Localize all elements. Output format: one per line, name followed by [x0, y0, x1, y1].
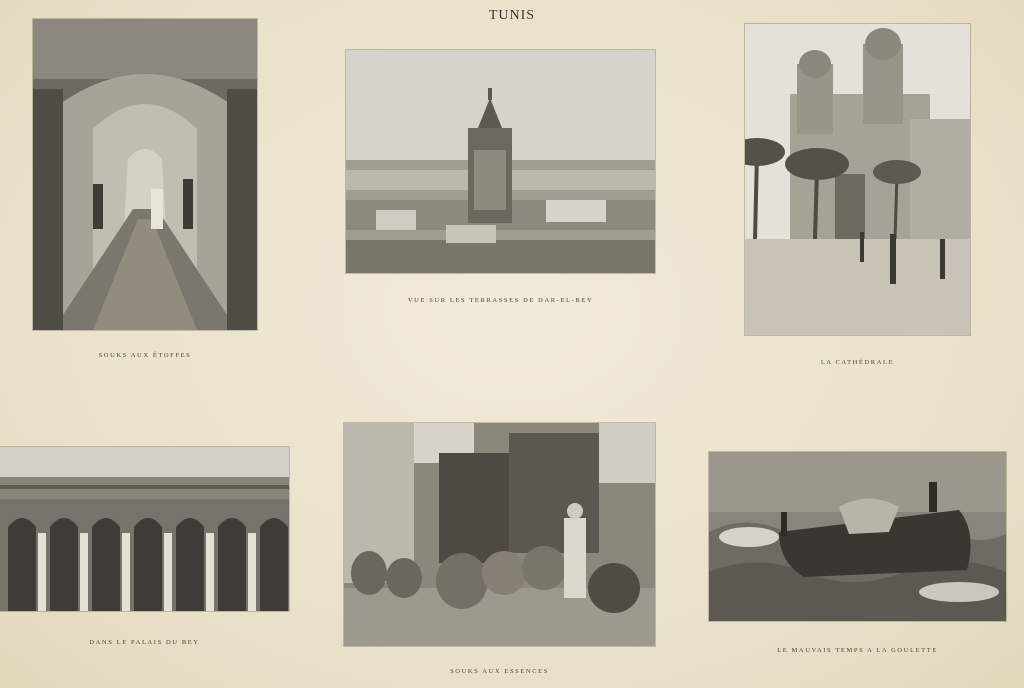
caption-terrasses: VUE SUR LES TERRASSES DE DAR-EL-BEY — [407, 297, 594, 304]
photo-goulette — [709, 452, 1006, 621]
caption-souks-essences: SOUKS AUX ESSENCES — [450, 668, 549, 675]
photo-terrasses — [346, 50, 655, 273]
caption-goulette: LE MAUVAIS TEMPS A LA GOULETTE — [777, 647, 938, 654]
page-title: TUNIS — [488, 8, 536, 23]
caption-cathedrale: LA CATHÉDRALE — [820, 359, 895, 366]
photo-palais — [0, 447, 289, 611]
caption-palais: DANS LE PALAIS DU BEY — [89, 639, 200, 646]
caption-souks-etoffes: SOUKS AUX ÉTOFFES — [98, 352, 192, 359]
photo-souks-essences — [344, 423, 655, 646]
photo-souks-etoffes — [33, 19, 257, 330]
photo-cathedrale — [745, 24, 970, 335]
